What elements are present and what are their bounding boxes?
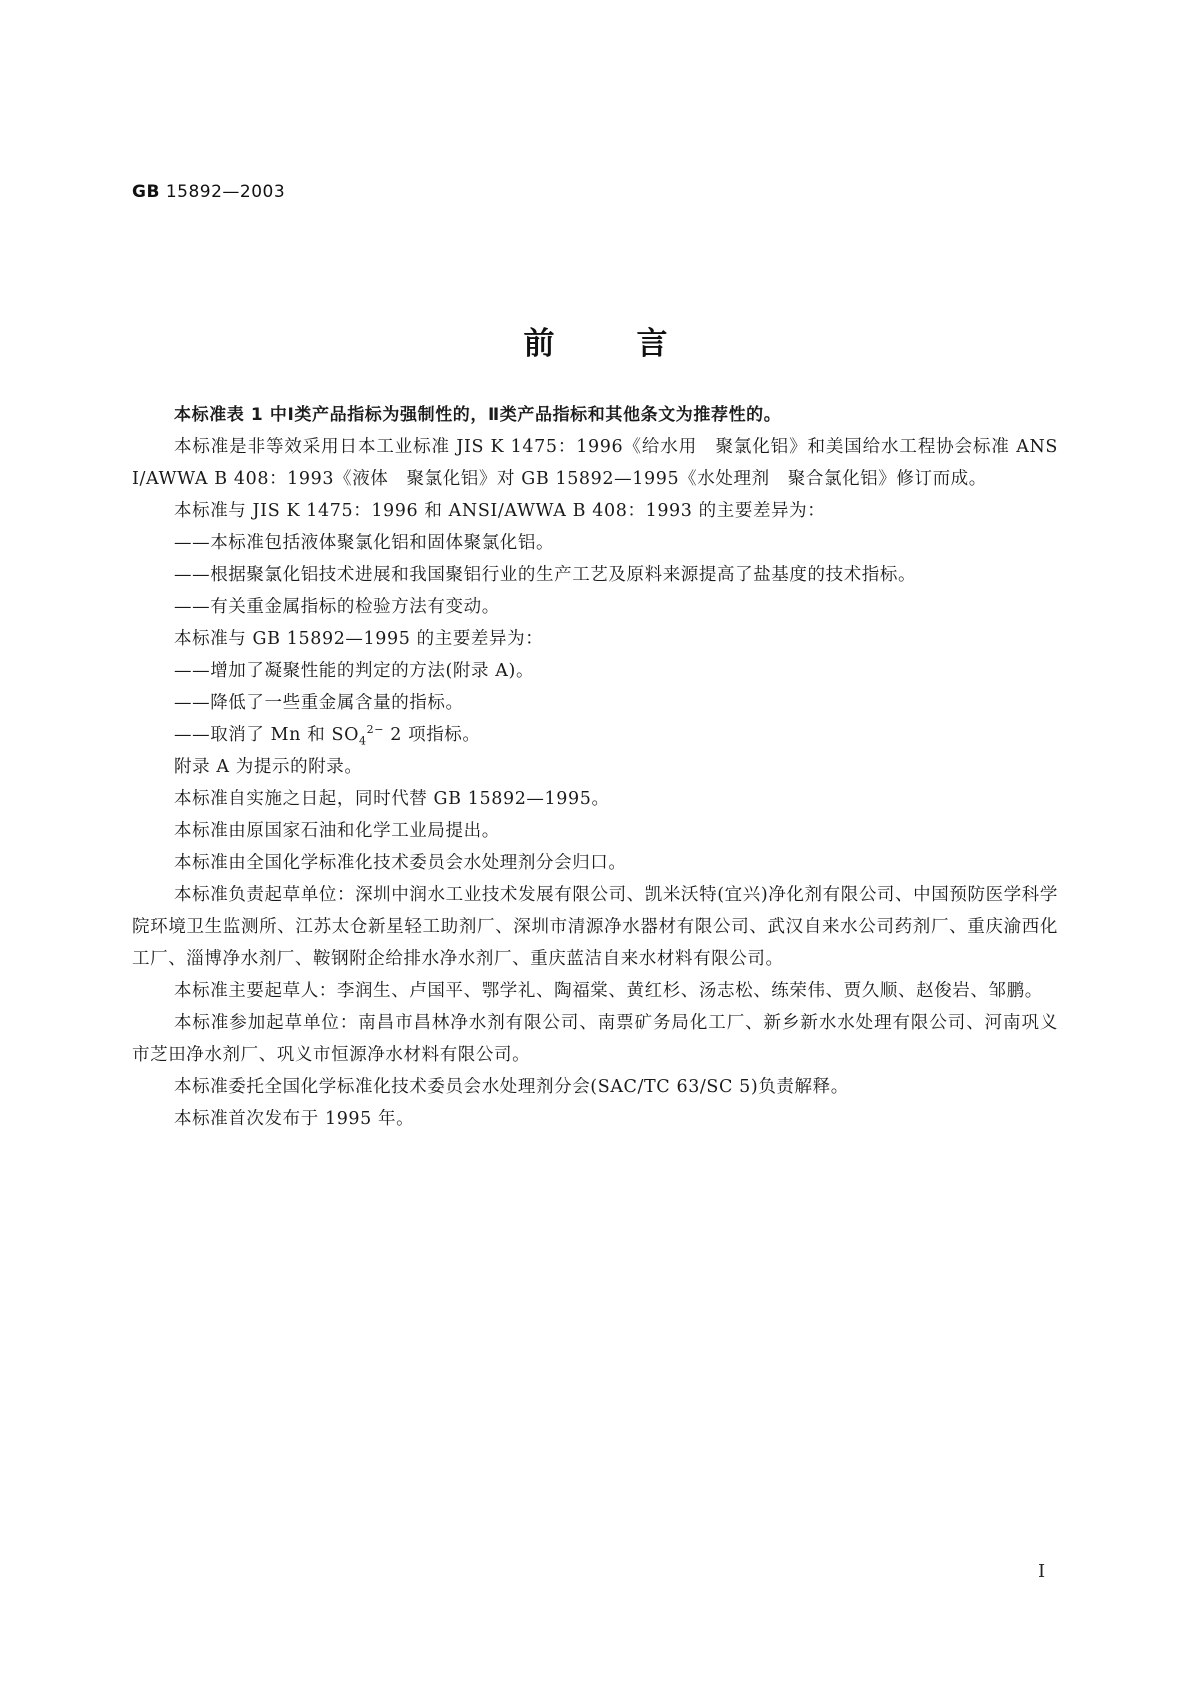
- standard-number: 15892—2003: [165, 182, 286, 202]
- foreword-body: [132, 399, 1058, 1135]
- standard-prefix: GB: [132, 182, 160, 202]
- differences-intro-jis: 本标准与 JIS K 1475：1996 和 ANSI/AWWA B 408：1993 的主要差异为：: [174, 501, 826, 521]
- difference-item: ——有关重金属指标的检验方法有变动。: [174, 597, 500, 617]
- difference-item: ——本标准包括液体聚氯化铝和固体聚氯化铝。: [174, 533, 555, 553]
- difference-item: [132, 719, 1058, 751]
- page-title: 前言: [523, 326, 750, 362]
- difference-item-text: ——取消了 Mn 和 SO: [174, 725, 360, 745]
- centralized-note: 本标准由全国化学标准化技术委员会水处理剂分会归口。: [174, 853, 627, 873]
- main-drafters: 本标准主要起草人：李润生、卢国平、鄂学礼、陶福棠、黄红杉、汤志松、练荣伟、贾久顺、赵俊岩、邹鹏。: [174, 981, 1043, 1001]
- replacement-note: 本标准自实施之日起，同时代替 GB 15892—1995。: [174, 789, 610, 809]
- page-number: I: [1038, 1561, 1046, 1582]
- sulfate-subscript: 4: [359, 734, 367, 748]
- drafting-units: 本标准负责起草单位：深圳中润水工业技术发展有限公司、凯米沃特(宜兴)净化剂有限公司、中国预防医学科学院环境卫生监测所、江苏太仓新星轻工助剂厂、深圳市清源净水器材有限公司、武汉自来水公司药剂厂、重庆渝西化工厂、淄博净水剂厂、鞍钢附企给排水净水剂厂、重庆蓝洁自来水材料有限公司。: [132, 885, 1058, 969]
- difference-item: ——降低了一些重金属含量的指标。: [174, 693, 464, 713]
- difference-item: ——增加了凝聚性能的判定的方法(附录 A)。: [174, 661, 535, 681]
- differences-intro-gb: 本标准与 GB 15892—1995 的主要差异为：: [174, 629, 544, 649]
- first-issue-note: 本标准首次发布于 1995 年。: [174, 1109, 415, 1129]
- adoption-paragraph: 本标准是非等效采用日本工业标准 JIS K 1475：1996《给水用 聚氯化铝》和美国给水工程协会标准 ANSI/AWWA B 408：1993《液体 聚氯化铝》对 GB 15892—1995《水处理剂 聚合氯化铝》修订而成。: [132, 437, 1058, 489]
- appendix-note: 附录 A 为提示的附录。: [174, 757, 363, 777]
- participating-units: 本标准参加起草单位：南昌市昌林净水剂有限公司、南票矿务局化工厂、新乡新水水处理有限公司、河南巩义市芝田净水剂厂、巩义市恒源净水材料有限公司。: [132, 1013, 1058, 1065]
- proposer-note: 本标准由原国家石油和化学工业局提出。: [174, 821, 500, 841]
- standard-code-header: [132, 182, 285, 202]
- difference-item-text: 2 项指标。: [384, 725, 481, 745]
- mandatory-statement: 本标准表 1 中Ⅰ类产品指标为强制性的，Ⅱ类产品指标和其他条文为推荐性的。: [174, 405, 782, 425]
- sulfate-superscript: 2−: [366, 723, 385, 737]
- interpretation-note: 本标准委托全国化学标准化技术委员会水处理剂分会(SAC/TC 63/SC 5)负责解释。: [174, 1077, 849, 1097]
- difference-item: ——根据聚氯化铝技术进展和我国聚铝行业的生产工艺及原料来源提高了盐基度的技术指标。: [174, 565, 917, 585]
